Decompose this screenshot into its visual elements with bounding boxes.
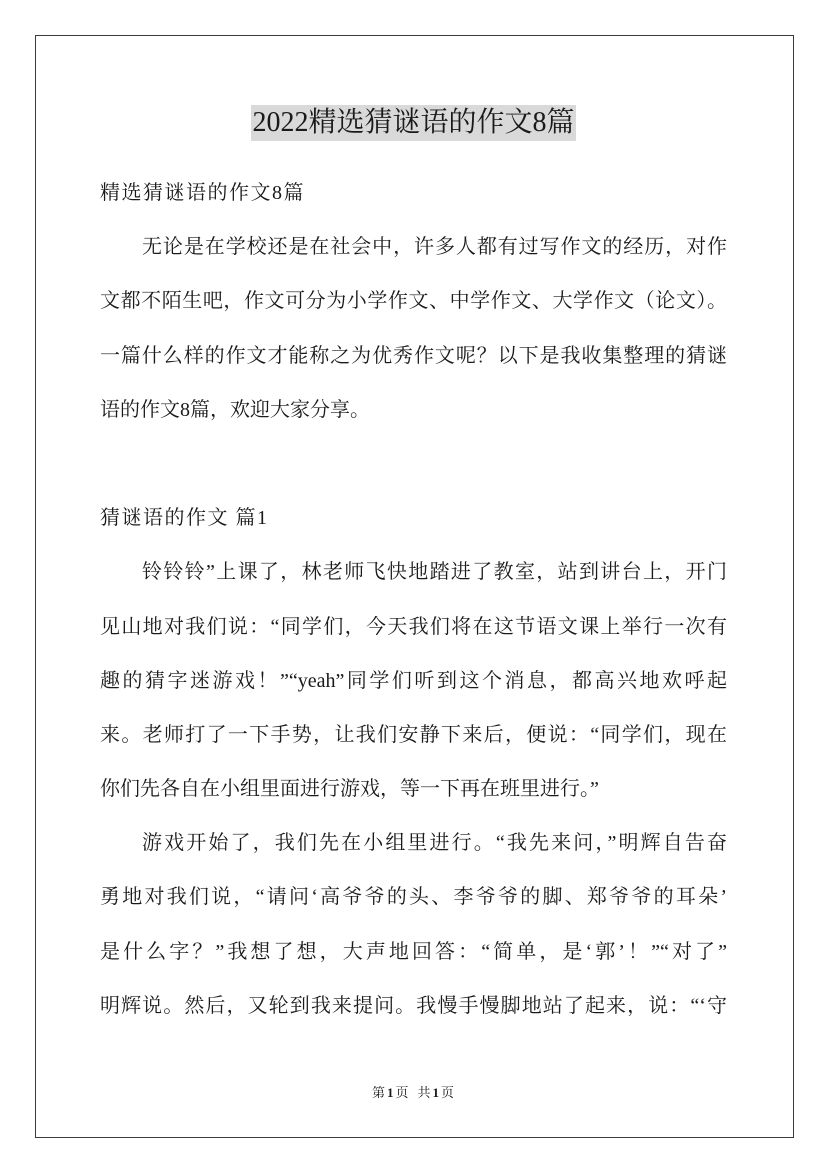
paragraph-line: 文都不陌生吧，作文可分为小学作文、中学作文、大学作文（论文）。 <box>100 290 727 313</box>
page-footer <box>0 1083 827 1103</box>
paragraph-line: 游戏开始了，我们先在小组里进行。“我先来问，”明辉自告奋 <box>142 832 727 855</box>
paragraph-line: 无论是在学校还是在社会中，许多人都有过写作文的经历，对作 <box>142 236 727 259</box>
paragraph-line: 明辉说。然后，又轮到我来提问。我慢手慢脚地站了起来，说：“‘守 <box>100 994 727 1017</box>
paragraph-line: 勇地对我们说，“请问‘高爷爷的头、李爷爷的脚、郑爷爷的耳朵’ <box>100 886 727 909</box>
blank-line <box>100 437 727 491</box>
document-subtitle: 精选猜谜语的作文8篇 <box>100 182 305 204</box>
total-pages-label <box>418 1085 456 1100</box>
section-heading: 猜谜语的作文 篇1 <box>100 507 269 530</box>
paragraph-line: 是什么字？”我想了想，大声地回答：“简单，是‘郭’！”“对了” <box>100 940 727 963</box>
document-title: 2022精选猜谜语的作文8篇 <box>251 105 575 141</box>
total-suffix: 页 <box>441 1085 456 1100</box>
paragraph-line: 铃铃铃”上课了，林老师飞快地踏进了教室，站到讲台上，开门 <box>142 561 727 584</box>
paragraph-line: 来。老师打了一下手势，让我们安静下来后，便说：“同学们，现在 <box>100 723 727 746</box>
paragraph-line: 见山地对我们说：“同学们，今天我们将在这节语文课上举行一次有 <box>100 615 727 638</box>
page-prefix: 第 <box>371 1085 386 1100</box>
total-prefix: 共 <box>417 1085 432 1100</box>
paragraph-line: 一篇什么样的作文才能称之为优秀作文呢？以下是我收集整理的猜谜 <box>100 344 727 367</box>
paragraph-line: 趣的猜字迷游戏！”“yeah”同学们听到这个消息，都高兴地欢呼起 <box>100 669 727 692</box>
title-block <box>0 105 827 141</box>
paragraph-line: 你们先各自在小组里面进行游戏，等一下再在班里进行。” <box>100 778 599 801</box>
section-paragraph <box>100 545 727 816</box>
section-paragraph <box>100 816 727 1033</box>
paragraph-line: 语的作文8篇，欢迎大家分享。 <box>100 398 370 421</box>
page-suffix: 页 <box>395 1085 410 1100</box>
page-number: 1 <box>386 1085 395 1100</box>
page-number-label <box>372 1085 410 1100</box>
document-body <box>100 166 727 1033</box>
total-pages: 1 <box>432 1085 441 1100</box>
intro-paragraph <box>100 220 727 437</box>
